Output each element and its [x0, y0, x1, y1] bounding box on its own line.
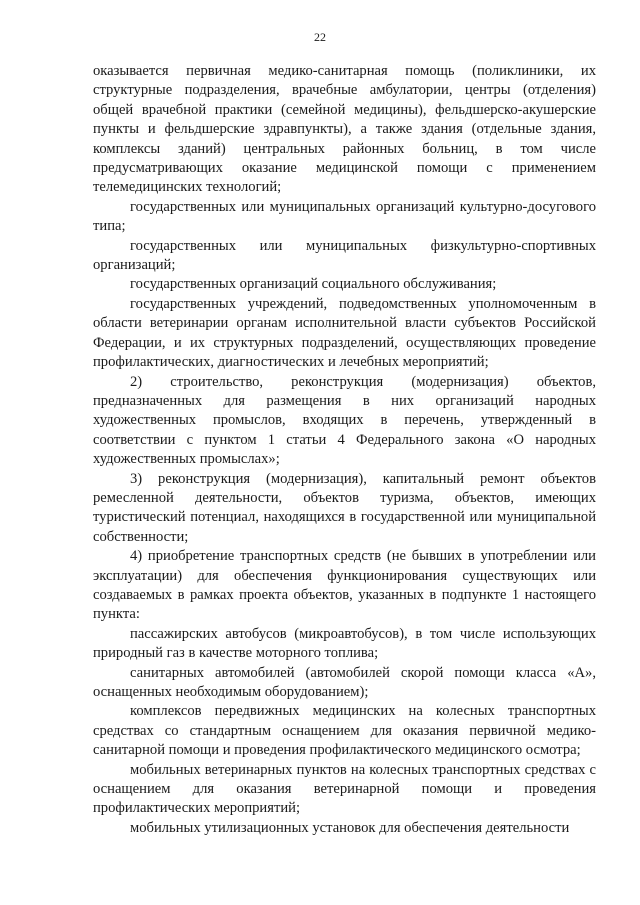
- page-number: 22: [314, 30, 326, 44]
- paragraph-mobile-medical: комплексов передвижных медицинских на колесных транспортных средствах со стандартным оснащением для оказания первичной медико-санитарной помощи и проведения профилактического медицинского осмотра;: [93, 703, 596, 759]
- paragraph-item-4: 4) приобретение транспортных средств (не бывших в употреблении или эксплуатации) для обеспечения функционирования существующих или создаваемых в рамках проекта объектов, указанных в подпункте 1 настоящего пункта:: [93, 548, 596, 623]
- paragraph-social-service: государственных организаций социального обслуживания;: [130, 276, 497, 293]
- paragraph-ambulances: санитарных автомобилей (автомобилей скорой помощи класса «А», оснащенных необходимым оборудованием);: [93, 664, 596, 700]
- document-body: [93, 62, 596, 838]
- paragraph-item-2: 2) строительство, реконструкция (модернизация) объектов, предназначенных для размещения в них организаций народных художественных промыслов, входящих в перечень, утвержденный в соответствии с пунктом 1 статьи 4 Федерального закона «О народных художественных промыслах»;: [93, 373, 596, 468]
- paragraph-mobile-utilization: мобильных утилизационных установок для обеспечения деятельности: [130, 819, 570, 836]
- paragraph-item-3: 3) реконструкция (модернизация), капитальный ремонт объектов ремесленной деятельности, объектов туризма, объектов, имеющих туристический потенциал, находящихся в государственной или муниципальной собственности;: [93, 470, 596, 545]
- paragraph-buses: пассажирских автобусов (микроавтобусов), в том числе использующих природный газ в качестве моторного топлива;: [93, 625, 596, 662]
- paragraph-veterinary-institutions: государственных учреждений, подведомственных уполномоченным в области ветеринарии органам исполнительной власти субъектов Российской Федерации, и их структурных подразделений, осуществляющих проведение профилактических, диагностических и лечебных мероприятий;: [93, 295, 596, 371]
- paragraph-mobile-veterinary: мобильных ветеринарных пунктов на колесных транспортных средствах с оснащением для оказания ветеринарной помощи и проведения профилактических мероприятий;: [93, 761, 596, 817]
- paragraph-sports-organizations: государственных или муниципальных физкультурно-спортивных организаций;: [93, 237, 596, 274]
- paragraph-continuation: оказывается первичная медико-санитарная помощь (поликлиники, их структурные подразделения, врачебные амбулатории, центры (отделения) общей врачебной практики (семейной медицины), фельдшерско-акушерские пункты и фельдшерские здравпункты), а также здания (отдельные здания, комплексы зданий) центральных районных больниц, в том числе предусматривающих оказание медицинской помощи с применением телемедицинских технологий;: [93, 63, 596, 196]
- paragraph-cultural-organizations: государственных или муниципальных организаций культурно-досугового типа;: [93, 198, 596, 235]
